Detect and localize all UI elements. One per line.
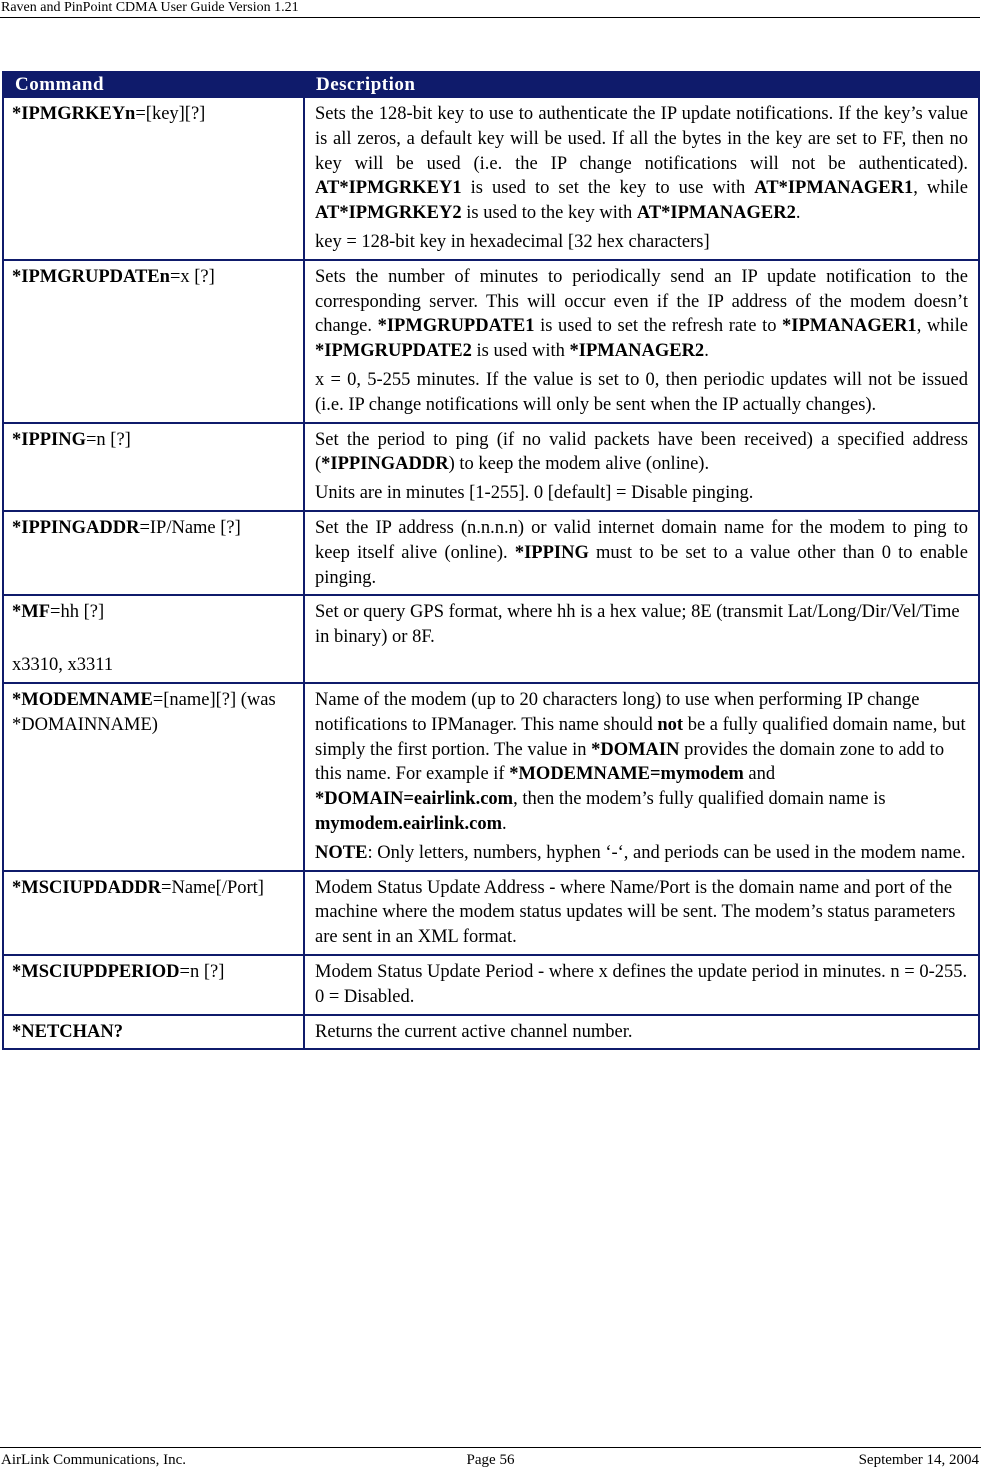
description-cell xyxy=(304,955,979,1015)
table-row xyxy=(3,423,979,511)
table-row xyxy=(3,955,979,1015)
description-cell xyxy=(304,595,979,683)
description-cell xyxy=(304,1015,979,1050)
command-name: *IPPINGADDR xyxy=(12,517,140,538)
description-cell xyxy=(304,97,979,260)
table-row xyxy=(3,511,979,595)
footer-company: AirLink Communications, Inc. xyxy=(1,1452,186,1468)
command-name: *MODEMNAME xyxy=(12,689,153,710)
command-syntax: =[key][?] xyxy=(135,104,206,124)
command-syntax: =IP/Name [?] xyxy=(139,517,241,538)
description-cell xyxy=(304,871,979,955)
description-text: Returns the current active channel number. xyxy=(315,1021,633,1042)
description-text: Name of the modem (up to 20 characters long) to use when performing IP change notifications to IPManager. This name should not be a fully qualified domain name, but simply the first portion. The value in *DOMAIN provides the domain zone to add to this name. For example if *MODEMNAME=mymodem and *DOMAIN=eairlink.com, then the modem’s fully qualified domain name is mymodem.eairlink.com. xyxy=(315,689,966,834)
description-text: Set the period to ping (if no valid packets have been received) a specified address (*IPPINGADDR) to keep the modem alive (online). xyxy=(315,429,968,475)
table-row xyxy=(3,871,979,955)
command-name: *IPPING xyxy=(12,429,86,450)
command-cell xyxy=(3,1015,304,1050)
command-cell xyxy=(3,97,304,260)
description-text: Set the IP address (n.n.n.n) or valid internet domain name for the modem to ping to keep itself alive (online). *IPPING must to be set to a value other than 0 to enable pinging. xyxy=(315,517,968,588)
description-value: Units are in minutes [1-255]. 0 [default] = Disable pinging. xyxy=(315,483,754,504)
command-name: *MF xyxy=(12,602,51,623)
command-syntax: =n [?] xyxy=(86,429,131,450)
table-row xyxy=(3,260,979,423)
description-cell xyxy=(304,683,979,871)
description-text: Sets the number of minutes to periodically send an IP update notification to the corresponding server. This will occur even if the IP address of the modem doesn’t change. *IPMGRUPDATE1 is used to set the refresh rate to *IPMANAGER1, while *IPMGRUPDATE2 is used with *IPMANAGER2. xyxy=(315,266,968,362)
command-cell xyxy=(3,871,304,955)
command-name: *MSCIUPDPERIOD xyxy=(12,961,180,982)
command-cell xyxy=(3,683,304,871)
command-cell xyxy=(3,423,304,511)
column-header-command: Command xyxy=(3,72,304,97)
description-cell xyxy=(304,260,979,423)
table-row xyxy=(3,97,979,260)
command-name: *IPMGRUPDATEn xyxy=(12,266,170,287)
command-syntax: =n [?] xyxy=(179,961,225,982)
description-value: x = 0, 5-255 minutes. If the value is set to 0, then periodic updates will not be issued (i.e. IP change notifications will only be sent when the IP actually changes). xyxy=(315,369,968,415)
table-header-row xyxy=(3,72,979,97)
command-syntax: =Name[/Port] xyxy=(161,877,264,898)
description-text: Set or query GPS format, where hh is a hex value; 8E (transmit Lat/Long/Dir/Vel/Time in binary) or 8F. xyxy=(315,602,960,648)
table-row xyxy=(3,1015,979,1050)
command-syntax: =[name][?] (was *DOMAINNAME) xyxy=(12,689,276,735)
description-cell xyxy=(304,423,979,511)
command-syntax: =x [?] xyxy=(169,266,215,287)
description-value: key = 128-bit key in hexadecimal [32 hex characters] xyxy=(315,231,710,252)
command-cell xyxy=(3,260,304,423)
description-text: Modem Status Update Address - where Name/Port is the domain name and port of the machine where the modem status updates will be sent. The modem’s status parameters are sent in an XML format. xyxy=(315,877,956,948)
document-title: Raven and PinPoint CDMA User Guide Version 1.21 xyxy=(1,0,299,15)
command-table xyxy=(2,71,980,1050)
page-header xyxy=(0,0,980,18)
command-name: *NETCHAN? xyxy=(12,1021,124,1042)
command-syntax: =hh [?] xyxy=(50,602,105,623)
description-text: Sets the 128-bit key to use to authenticate the IP update notifications. If the key’s value is all zeros, a default key will be used. If all the bytes in the key are set to FF, then no key will be used (i.e. the IP change notifications will not be authenticated). AT*IPMGRKEY1 is used to set the key to use with AT*IPMANAGER1, while AT*IPMGRKEY2 is used to the key with AT*IPMANAGER2. xyxy=(315,104,968,224)
description-text: Modem Status Update Period - where x defines the update period in minutes. n = 0-255. 0 = Disabled. xyxy=(315,961,968,1007)
command-name: *MSCIUPDADDR xyxy=(12,877,162,898)
page-footer xyxy=(0,1447,981,1470)
table-row xyxy=(3,595,979,683)
table-row xyxy=(3,683,979,871)
command-cell xyxy=(3,595,304,683)
command-cell xyxy=(3,955,304,1015)
footer-date: September 14, 2004 xyxy=(858,1452,979,1468)
footer-page-number: Page 56 xyxy=(466,1452,515,1468)
description-cell xyxy=(304,511,979,595)
command-note: x3310, x3311 xyxy=(12,655,114,676)
column-header-description: Description xyxy=(304,72,979,97)
description-note: NOTE: Only letters, numbers, hyphen ‘-‘, and periods can be used in the modem name. xyxy=(315,842,966,863)
command-cell xyxy=(3,511,304,595)
command-name: *IPMGRKEYn xyxy=(12,104,136,124)
